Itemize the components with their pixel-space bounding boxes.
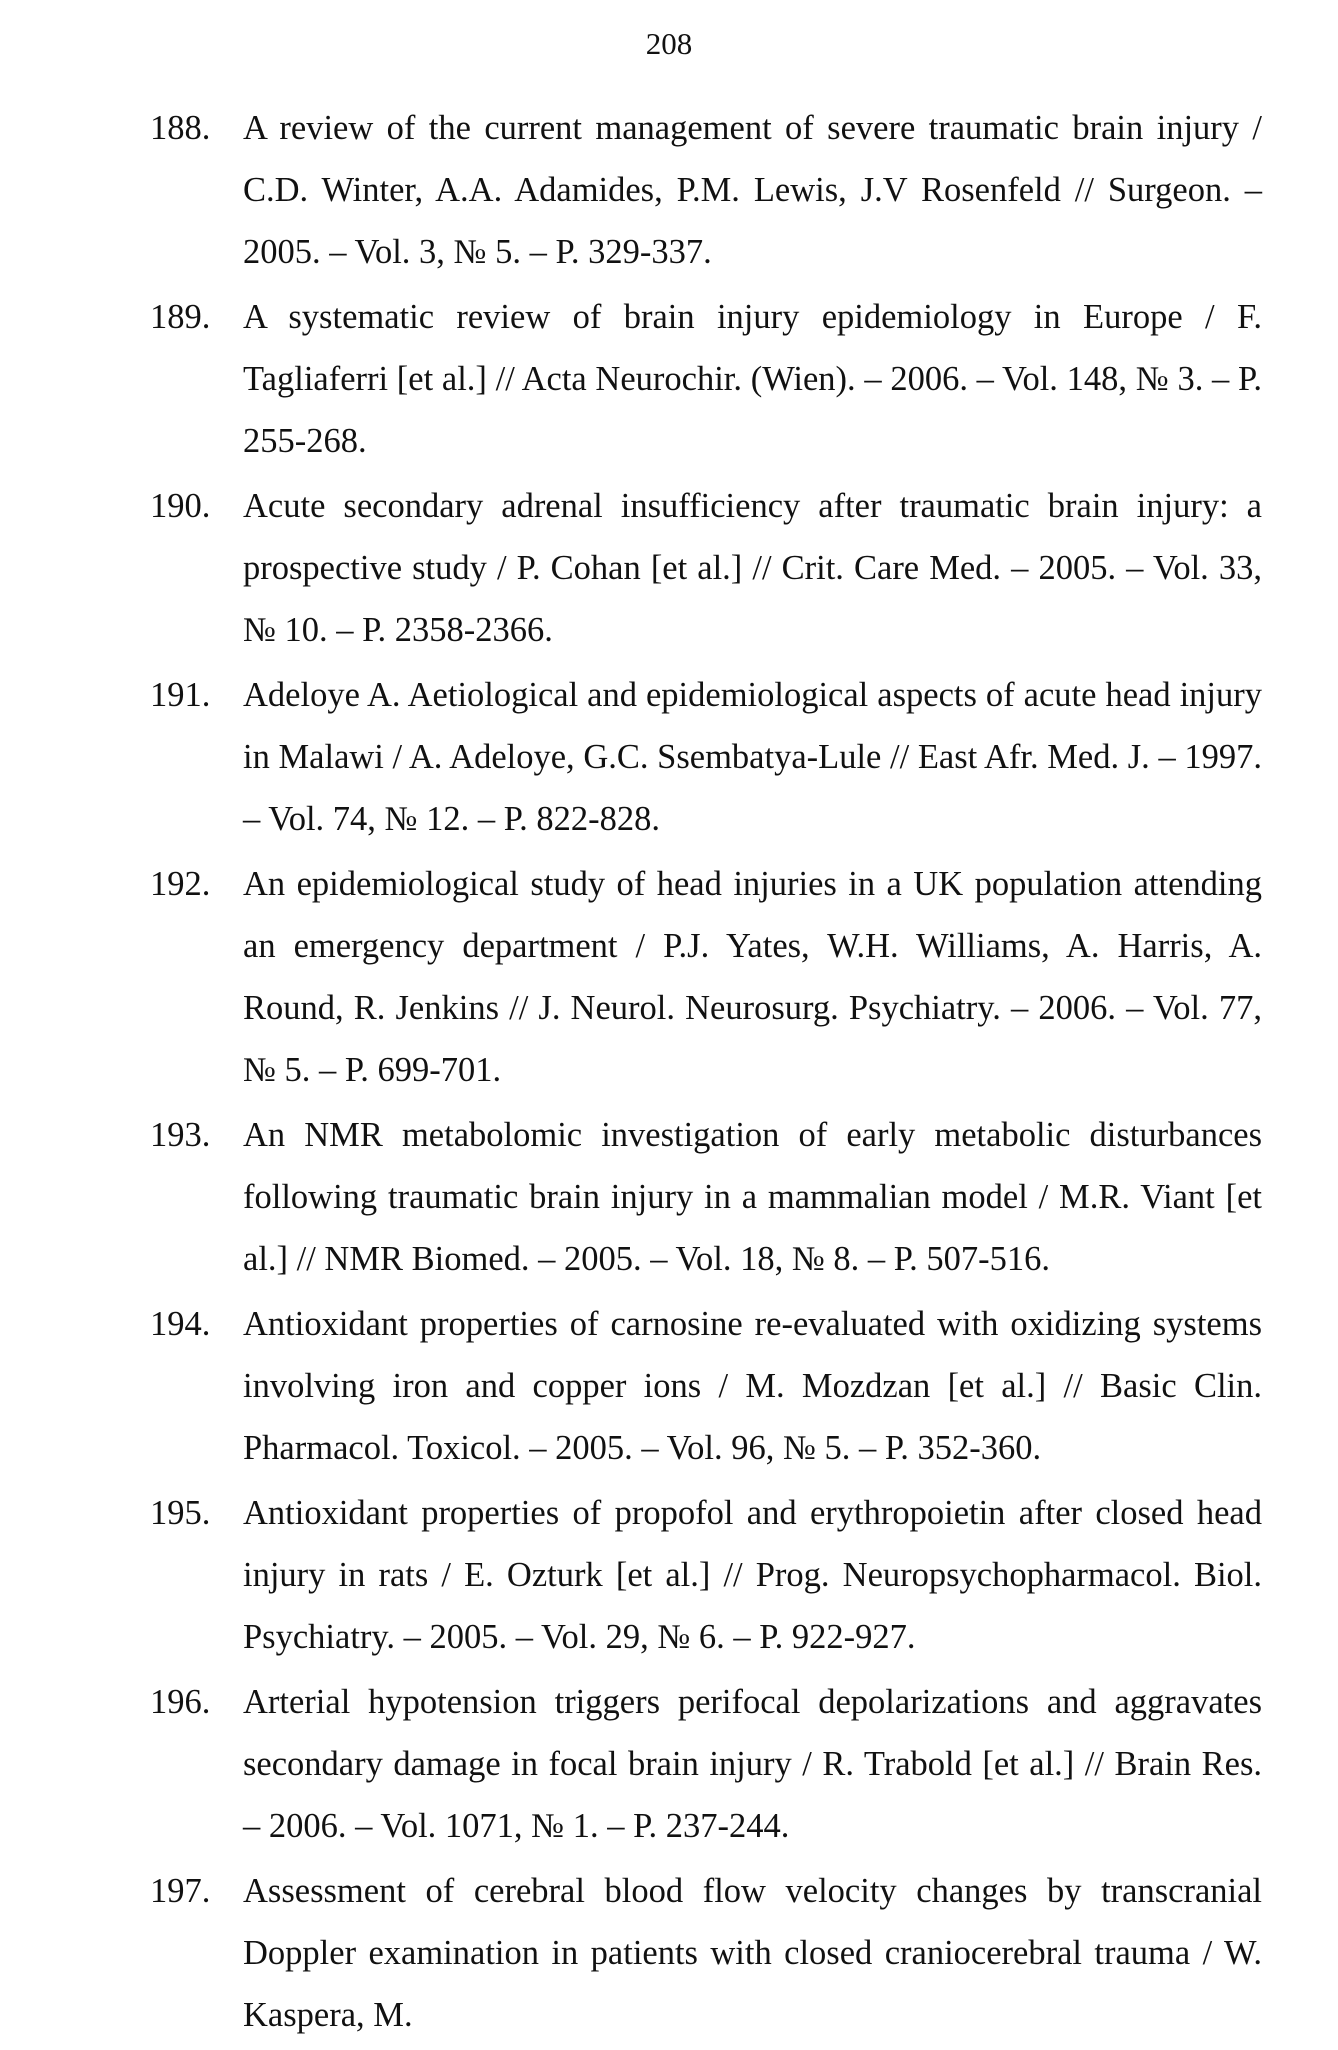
reference-number: 196. — [150, 1683, 211, 1721]
reference-number: 190. — [150, 487, 211, 525]
reference-item — [150, 853, 1262, 1101]
reference-number: 189. — [150, 298, 211, 336]
reference-text: A systematic review of brain injury epidemiology in Europe / F. Tagliaferri [et al.] // Acta Neurochir. (Wien). – 2006. – Vol. 148, № 3. – P. 255-268. — [243, 298, 1262, 460]
reference-number: 192. — [150, 865, 211, 903]
reference-item — [150, 97, 1262, 283]
reference-number: 194. — [150, 1305, 211, 1343]
reference-item — [150, 1482, 1262, 1668]
reference-text: Arterial hypotension triggers perifocal depolarizations and aggravates secondary damage in focal brain injury / R. Trabold [et al.] // Brain Res. – 2006. – Vol. 1071, № 1. – P. 237-244. — [243, 1683, 1262, 1845]
reference-text: Assessment of cerebral blood flow velocity changes by transcranial Doppler examination in patients with closed craniocerebral trauma / W. Kaspera, M. — [243, 1872, 1262, 2034]
reference-number: 193. — [150, 1116, 211, 1154]
reference-text: Adeloye A. Aetiological and epidemiological aspects of acute head injury in Malawi / A. Adeloye, G.C. Ssembatya-Lule // East Afr. Med. J. – 1997. – Vol. 74, № 12. – P. 822-828. — [243, 676, 1262, 838]
reference-number: 191. — [150, 676, 211, 714]
reference-item — [150, 1860, 1262, 2046]
reference-item — [150, 286, 1262, 472]
reference-item — [150, 664, 1262, 850]
reference-number: 188. — [150, 109, 211, 147]
reference-item — [150, 475, 1262, 661]
reference-text: Antioxidant properties of propofol and erythropoietin after closed head injury in rats / E. Ozturk [et al.] // Prog. Neuropsychopharmacol. Biol. Psychiatry. – 2005. – Vol. 29, № 6. – P. 922-927. — [243, 1494, 1262, 1656]
reference-text: Antioxidant properties of carnosine re-evaluated with oxidizing systems involving iron and copper ions / M. Mozdzan [et al.] // Basic Clin. Pharmacol. Toxicol. – 2005. – Vol. 96, № 5. – P. 352-360. — [243, 1305, 1262, 1467]
reference-item — [150, 1293, 1262, 1479]
reference-text: An NMR metabolomic investigation of early metabolic disturbances following traumatic brain injury in a mammalian model / M.R. Viant [et al.] // NMR Biomed. – 2005. – Vol. 18, № 8. – P. 507-516. — [243, 1116, 1262, 1278]
reference-item — [150, 1104, 1262, 1290]
reference-list — [150, 97, 1262, 2049]
reference-item — [150, 1671, 1262, 1857]
reference-number: 197. — [150, 1872, 211, 1910]
reference-number: 195. — [150, 1494, 211, 1532]
reference-text: An epidemiological study of head injuries in a UK population attending an emergency department / P.J. Yates, W.H. Williams, A. Harris, A. Round, R. Jenkins // J. Neurol. Neurosurg. Psychiatry. – 2006. – Vol. 77, № 5. – P. 699-701. — [243, 865, 1262, 1089]
reference-text: A review of the current management of severe traumatic brain injury / C.D. Winter, A.A. Adamides, P.M. Lewis, J.V Rosenfeld // Surgeon. – 2005. – Vol. 3, № 5. – P. 329-337. — [243, 109, 1262, 271]
reference-text: Acute secondary adrenal insufficiency after traumatic brain injury: a prospective study / P. Cohan [et al.] // Crit. Care Med. – 2005. – Vol. 33, № 10. – P. 2358-2366. — [243, 487, 1262, 649]
page-number: 208 — [645, 26, 693, 61]
